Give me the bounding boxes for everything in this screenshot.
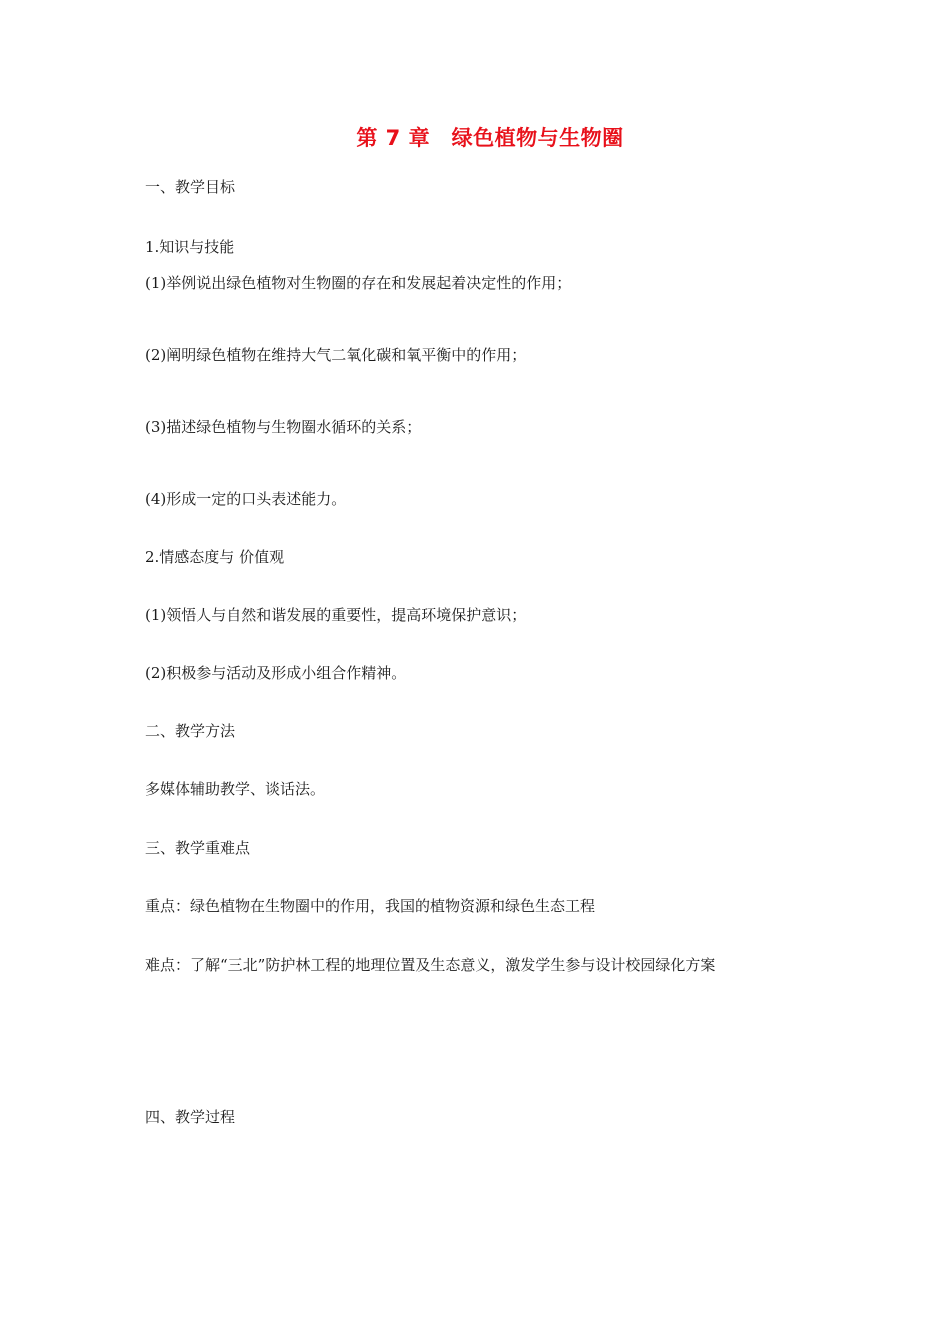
section-heading-process: 四、教学过程 [145,1108,236,1126]
attitude-item-2: (2)积极参与活动及形成小组合作精神。 [145,664,407,682]
section-heading-methods: 二、教学方法 [145,722,236,740]
section-heading-key-points: 三、教学重难点 [145,839,251,857]
difficult-point-text: 难点：了解“三北”防护林工程的地理位置及生态意义，激发学生参与设计校园绿化方案 [145,956,716,974]
section-heading-objectives: 一、教学目标 [145,178,236,196]
methods-text: 多媒体辅助教学、谈话法。 [145,780,326,798]
key-point-text: 重点：绿色植物在生物圈中的作用，我国的植物资源和绿色生态工程 [145,897,596,915]
subsection-knowledge-skills: 1.知识与技能 [145,238,235,256]
chapter-title: 第 7 章 绿色植物与生物圈 [356,126,624,150]
objective-item-4: (4)形成一定的口头表述能力。 [145,490,347,508]
objective-item-2: (2)阐明绿色植物在维持大气二氧化碳和氧平衡中的作用； [145,346,527,364]
subsection-attitude-values: 2.情感态度与 价值观 [145,548,285,566]
objective-item-3: (3)描述绿色植物与生物圈水循环的关系； [145,418,422,436]
attitude-item-1: (1)领悟人与自然和谐发展的重要性，提高环境保护意识； [145,606,527,624]
objective-item-1: (1)举例说出绿色植物对生物圈的存在和发展起着决定性的作用； [145,274,572,292]
